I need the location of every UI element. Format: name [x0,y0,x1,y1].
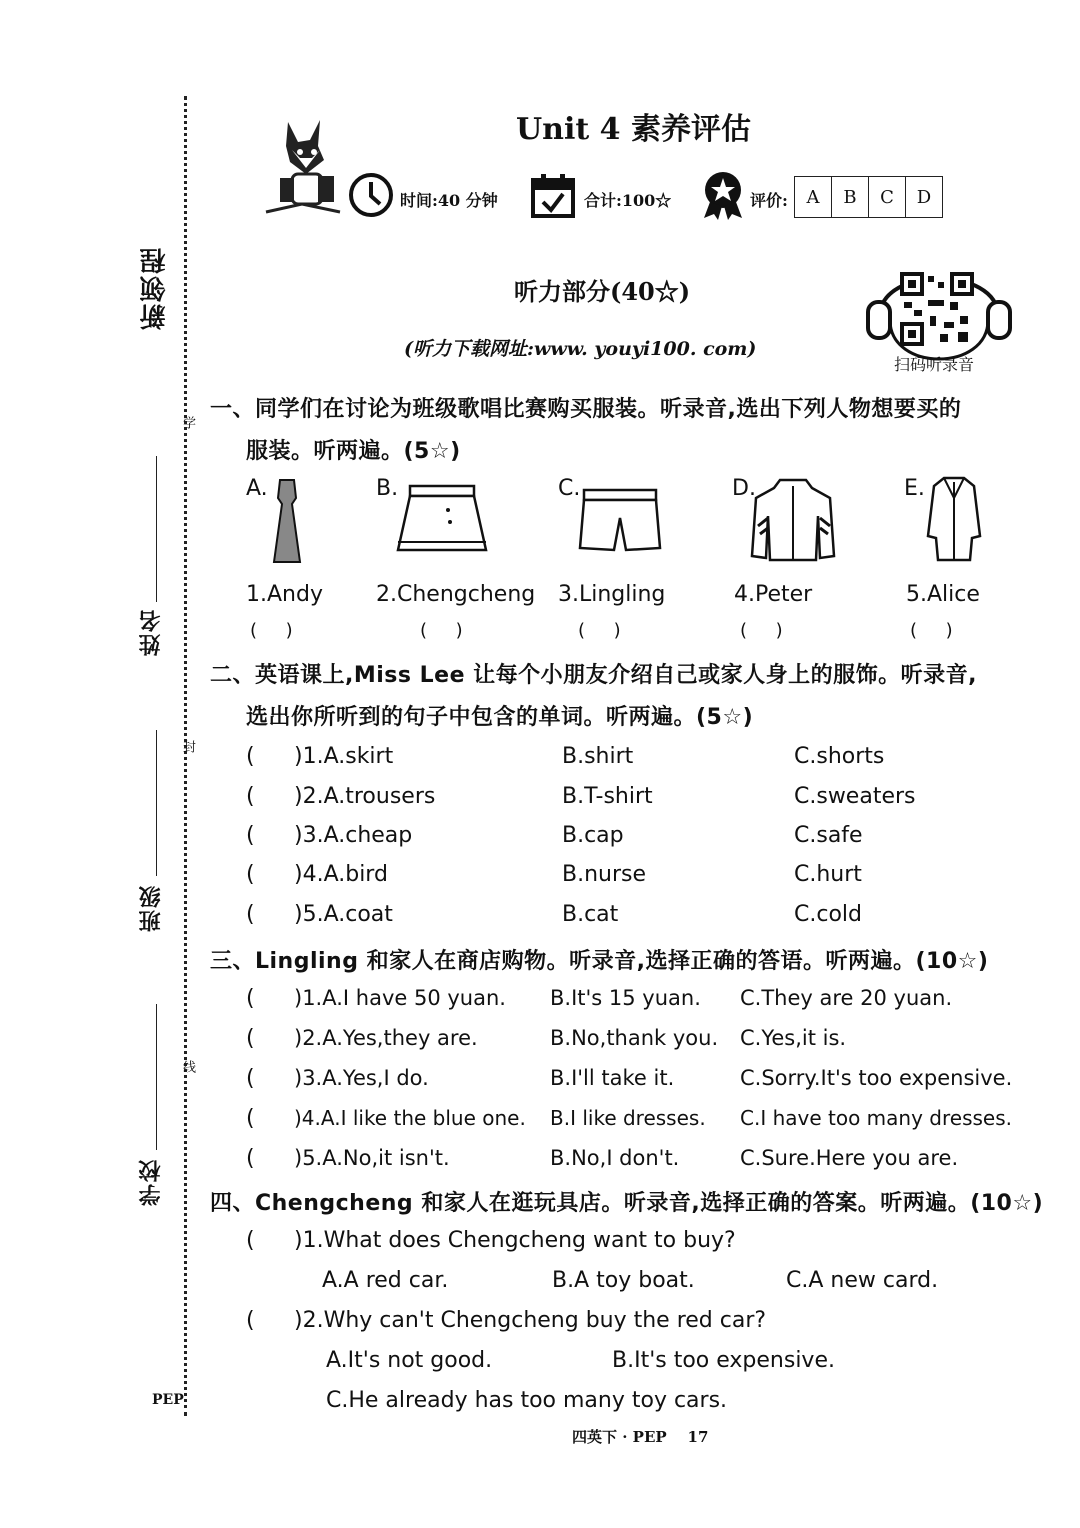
name-1: 1.Andy [246,582,323,607]
binding-mark-2: 封 [180,740,195,753]
qr-caption: 扫码听录音 [894,355,975,374]
part3-2-b: B.No,thank you. [550,1026,719,1050]
part3-5-a: )5.A.No,it isn't. [294,1146,450,1170]
page-title: Unit 4 素养评估 [516,112,751,147]
part2-1-b: B.shirt [562,744,634,769]
part2-4-b: B.nurse [562,862,647,887]
part3-4-b: B.I like dresses. [550,1106,706,1130]
part2-2-c: C.sweaters [794,784,916,809]
answer-blank-5[interactable]: ( ) [910,620,953,641]
name-3: 3.Lingling [558,582,666,607]
option-e-label: E. [904,476,925,501]
clock-icon [348,172,394,222]
grade-c[interactable]: C [869,177,906,217]
grade-d[interactable]: D [916,186,932,208]
binding-mark-3: 线 [180,1060,195,1073]
name-blank-line[interactable] [156,456,157,602]
dress-icon [266,478,308,570]
shorts-icon [578,488,662,558]
part3-blank-5[interactable]: ( [246,1146,255,1171]
coat-icon [926,476,982,568]
binding-dotted-line [184,96,187,1416]
part2-2-b: B.T-shirt [562,784,653,809]
part4-q1-a: A.A red car. [322,1268,449,1293]
part3-3-b: B.I'll take it. [550,1066,675,1090]
part2-blank-3[interactable]: ( [246,823,255,848]
part2-4-a: )4.A.bird [294,862,388,887]
part3-2-a: )2.A.Yes,they are. [294,1026,478,1050]
part3-blank-2[interactable]: ( [246,1026,255,1051]
answer-blank-1[interactable]: ( ) [250,620,293,641]
part3-3-c: C.Sorry.It's too expensive. [740,1066,1013,1090]
part3-blank-4[interactable]: ( [246,1106,255,1131]
part2-blank-4[interactable]: ( [246,862,255,887]
calendar-icon [530,172,576,224]
part4-q2-c: C.He already has too many toy cars. [326,1388,728,1413]
pep-label: PEP [152,1392,184,1408]
option-d-label: D. [732,476,756,501]
part4-q1-c: C.A new card. [786,1268,939,1293]
grade-a[interactable]: A [795,177,832,217]
part3-2-c: C.Yes,it is. [740,1026,847,1050]
answer-blank-2[interactable]: ( ) [420,620,463,641]
part3-4-a: )4.A.I like the blue one. [294,1106,526,1130]
part2-title-line1: 二、英语课上,Miss Lee 让每个小朋友介绍自己或家人身上的服饰。听录音, [210,663,978,688]
part2-1-a: )1.A.skirt [294,744,394,769]
jacket-icon [750,476,836,568]
binding-mark-1: 学 [180,416,195,429]
part3-title: 三、Lingling 和家人在商店购物。听录音,选择正确的答语。听两遍。(10☆) [210,949,989,974]
brand-vertical: 新领程 [140,246,170,330]
part3-blank-1[interactable]: ( [246,986,255,1011]
rating-label: 评价: [750,191,788,210]
part1-title-line2: 服装。听两遍。(5☆) [246,439,461,464]
option-a-label: A. [246,476,268,501]
grade-boxes [794,176,943,218]
school-blank-line[interactable] [156,1004,157,1150]
download-url: (听力下载网址:www. youyi100. com) [404,338,757,360]
part3-1-c: C.They are 20 yuan. [740,986,953,1010]
part3-1-b: B.It's 15 yuan. [550,986,701,1010]
name-label: 姓名 [139,608,164,656]
part4-q1: )1.What does Chengcheng want to buy? [294,1228,736,1253]
part3-5-b: B.No,I don't. [550,1146,680,1170]
award-icon [700,170,746,226]
part2-3-c: C.safe [794,823,863,848]
answer-blank-4[interactable]: ( ) [740,620,783,641]
part3-5-c: C.Sure.Here you are. [740,1146,959,1170]
total-info: 合计:100☆ [584,191,672,210]
part2-title-line2: 选出你所听到的句子中包含的单词。听两遍。(5☆) [246,705,754,730]
part4-q2-a: A.It's not good. [326,1348,493,1373]
page-footer: 四英下 · PEP 17 [572,1428,709,1446]
part2-2-a: )2.A.trousers [294,784,436,809]
part2-4-c: C.hurt [794,862,862,887]
class-label: 班级 [139,884,164,932]
part2-5-a: )5.A.coat [294,902,393,927]
skirt-icon [396,484,488,560]
option-c-label: C. [558,476,581,501]
school-label: 学校 [139,1158,164,1206]
part3-blank-3[interactable]: ( [246,1066,255,1091]
option-b-label: B. [376,476,399,501]
part2-5-b: B.cat [562,902,619,927]
part1-title-line1: 一、同学们在讨论为班级歌唱比赛购买服装。听录音,选出下列人物想要买的 [210,397,962,422]
part4-title: 四、Chengcheng 和家人在逛玩具店。听录音,选择正确的答案。听两遍。(10☆) [210,1191,1044,1216]
answer-blank-3[interactable]: ( ) [578,620,621,641]
part2-blank-1[interactable]: ( [246,744,255,769]
part3-4-c: C.I have too many dresses. [740,1106,1012,1130]
part2-3-b: B.cap [562,823,624,848]
part2-blank-5[interactable]: ( [246,902,255,927]
name-2: 2.Chengcheng [376,582,536,607]
part2-5-c: C.cold [794,902,862,927]
name-4: 4.Peter [734,582,813,607]
part2-3-a: )3.A.cheap [294,823,413,848]
grade-b[interactable]: B [832,177,869,217]
qr-code[interactable] [900,272,974,346]
part4-blank-2[interactable]: ( [246,1308,255,1333]
part4-q1-b: B.A toy boat. [552,1268,695,1293]
part3-3-a: )3.A.Yes,I do. [294,1066,429,1090]
part4-q2: )2.Why can't Chengcheng buy the red car? [294,1308,767,1333]
fox-mascot [262,112,346,224]
listening-heading: 听力部分(40☆) [514,277,691,306]
part4-q2-b: B.It's too expensive. [612,1348,835,1373]
part2-blank-2[interactable]: ( [246,784,255,809]
class-blank-line[interactable] [156,730,157,876]
part2-1-c: C.shorts [794,744,885,769]
part4-blank-1[interactable]: ( [246,1228,255,1253]
part3-1-a: )1.A.I have 50 yuan. [294,986,506,1010]
time-info: 时间:40 分钟 [400,191,498,210]
name-5: 5.Alice [906,582,980,607]
